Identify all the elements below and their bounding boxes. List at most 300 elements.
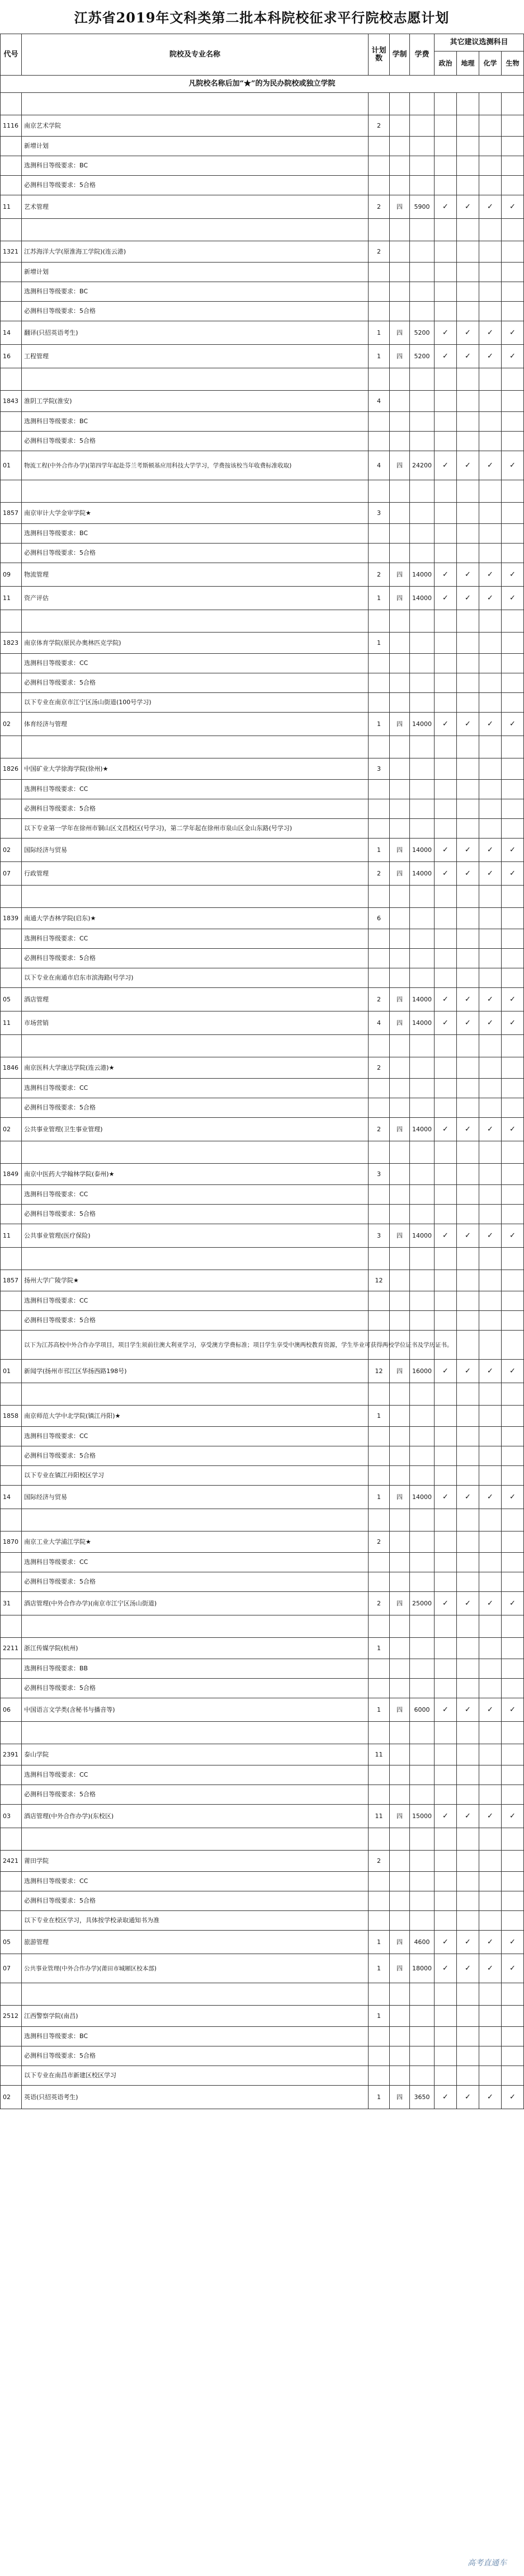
empty-cell [435,693,457,713]
empty-cell [435,2006,457,2027]
empty-cell [502,1098,524,1118]
info-row [1,1291,524,1311]
check-mark-icon: ✓ [465,1705,471,1714]
empty-cell [390,2027,410,2046]
empty-cell [435,1891,457,1911]
major-row [1,1011,524,1035]
info-text: 以下专业在南通市启东市滨海路(号学习) [22,968,369,988]
major-name: 国际经济与贸易 [22,1486,369,1509]
empty-cell [502,780,524,799]
institution-plan: 1 [369,2006,390,2027]
empty-cell [457,503,479,524]
empty-cell [502,241,524,263]
empty-cell [435,544,457,563]
major-plan: 11 [369,1805,390,1828]
empty-cell [369,1911,390,1931]
empty-cell [479,1911,502,1931]
empty-cell [435,2046,457,2066]
institution-name: 南京工业大学浦江学院★ [22,1531,369,1553]
empty-cell [390,1141,410,1164]
major-name: 新闻学(扬州市邗江区华扬西路198号) [22,1360,369,1383]
empty-cell [410,1446,435,1466]
empty-cell [410,1079,435,1098]
check-mark-icon: ✓ [442,2092,449,2101]
empty-cell [479,1785,502,1805]
major-fee: 14000 [410,563,435,587]
check-geography-cell [457,1954,479,1983]
empty-cell [410,819,435,839]
spacer-row [1,1035,524,1057]
empty-cell [479,1248,502,1270]
empty-cell [435,1744,457,1765]
empty-cell [390,1722,410,1744]
info-text: 选测科目等级要求：BC [22,412,369,432]
major-fee: 14000 [410,1224,435,1248]
info-row [1,137,524,156]
empty-cell [390,1983,410,2006]
empty-cell [435,391,457,412]
empty-cell [435,1383,457,1406]
empty-cell [369,137,390,156]
empty-cell [410,799,435,819]
check-mark-icon: ✓ [509,1231,516,1240]
major-fee: 14000 [410,839,435,862]
spacer-row [1,93,524,115]
major-plan: 1 [369,1931,390,1954]
empty-cell [502,633,524,654]
empty-cell [369,1079,390,1098]
empty-cell [410,968,435,988]
empty-cell [457,93,479,115]
empty-cell [410,156,435,176]
empty-cell [390,1509,410,1531]
empty-cell [410,1427,435,1446]
empty-cell [479,115,502,137]
empty-cell [479,1291,502,1311]
empty-cell [502,1311,524,1331]
empty-cell [390,1205,410,1224]
empty-cell [369,1872,390,1891]
header-plan: 计划数 [369,34,390,76]
check-mark-icon: ✓ [442,461,449,470]
check-chemistry-cell [479,1592,502,1615]
empty-cell [410,1828,435,1851]
check-geography-cell [457,1931,479,1954]
empty-cell [435,1638,457,1659]
empty-cell [479,1983,502,2006]
check-mark-icon: ✓ [509,461,516,470]
major-fee: 14000 [410,1118,435,1141]
empty-cell [410,2006,435,2027]
check-geography-cell [457,1118,479,1141]
info-text: 必测科目等级要求：5合格 [22,1785,369,1805]
major-name: 翻译(只招英语考生) [22,321,369,345]
empty-cell [435,908,457,929]
empty-cell [369,412,390,432]
empty-cell [1,480,22,503]
empty-cell [502,693,524,713]
empty-cell [1,412,22,432]
check-mark-icon: ✓ [442,1492,449,1501]
empty-cell [479,1098,502,1118]
empty-cell [457,1446,479,1466]
empty-cell [479,219,502,241]
check-geography-cell [457,1592,479,1615]
check-mark-icon: ✓ [509,1599,516,1608]
empty-cell [479,1744,502,1765]
check-geography-cell [457,988,479,1011]
check-geography-cell [457,195,479,219]
empty-cell [502,1185,524,1205]
empty-cell [369,1141,390,1164]
empty-cell [369,2027,390,2046]
major-years: 四 [390,988,410,1011]
institution-plan: 2 [369,1057,390,1079]
empty-cell [435,263,457,282]
empty-cell [390,1785,410,1805]
institution-row [1,908,524,929]
check-chemistry-cell [479,451,502,480]
institution-row [1,2006,524,2027]
empty-cell [390,524,410,544]
major-plan: 1 [369,587,390,610]
empty-cell [1,1427,22,1446]
empty-cell [457,2046,479,2066]
check-mark-icon: ✓ [509,2092,516,2101]
check-mark-icon: ✓ [509,719,516,728]
check-mark-icon: ✓ [487,1018,493,1027]
empty-cell [22,610,369,633]
info-text: 选测科目等级要求：CC [22,780,369,799]
empty-cell [435,1983,457,2006]
empty-cell [369,156,390,176]
empty-cell [410,1164,435,1185]
major-code: 01 [1,1360,22,1383]
empty-cell [457,391,479,412]
empty-cell [435,1141,457,1164]
major-row [1,2086,524,2109]
empty-cell [502,1572,524,1592]
empty-cell [502,654,524,673]
empty-cell [390,93,410,115]
check-mark-icon: ✓ [465,845,471,854]
empty-cell [390,886,410,908]
empty-cell [1,1722,22,1744]
empty-cell [369,1205,390,1224]
empty-cell [502,673,524,693]
empty-cell [1,1248,22,1270]
institution-name: 扬州大学广陵学院★ [22,1270,369,1291]
major-years: 四 [390,839,410,862]
institution-code: 1858 [1,1406,22,1427]
empty-cell [479,1509,502,1531]
empty-cell [410,432,435,451]
major-plan: 2 [369,1118,390,1141]
empty-cell [502,1638,524,1659]
empty-cell [479,758,502,780]
info-text: 必测科目等级要求：5合格 [22,1572,369,1592]
check-mark-icon: ✓ [487,869,493,878]
institution-plan: 2 [369,1851,390,1872]
institution-row [1,241,524,263]
empty-cell [457,2027,479,2046]
empty-cell [479,1406,502,1427]
empty-cell [390,1872,410,1891]
empty-cell [457,1248,479,1270]
check-chemistry-cell [479,1954,502,1983]
major-plan: 1 [369,1954,390,1983]
empty-cell [457,654,479,673]
empty-cell [502,391,524,412]
empty-cell [390,1270,410,1291]
empty-cell [410,544,435,563]
empty-cell [410,1509,435,1531]
empty-cell [435,1270,457,1291]
empty-cell [410,1270,435,1291]
major-plan: 2 [369,195,390,219]
empty-cell [410,241,435,263]
empty-cell [1,1828,22,1851]
info-text: 必测科目等级要求：5合格 [22,799,369,819]
empty-cell [1,1383,22,1406]
major-fee: 14000 [410,988,435,1011]
empty-cell [435,1406,457,1427]
empty-cell [479,1141,502,1164]
empty-cell [479,1164,502,1185]
empty-cell [457,368,479,391]
empty-cell [502,1509,524,1531]
empty-cell [1,929,22,949]
empty-cell [410,412,435,432]
empty-cell [410,1891,435,1911]
check-mark-icon: ✓ [465,1599,471,1608]
empty-cell [502,1828,524,1851]
info-text: 选测科目等级要求：CC [22,1079,369,1098]
major-plan: 12 [369,1360,390,1383]
major-years: 四 [390,1931,410,1954]
institution-code: 1826 [1,758,22,780]
empty-cell [410,673,435,693]
spacer-row [1,480,524,503]
empty-cell [390,908,410,929]
empty-cell [479,544,502,563]
check-chemistry-cell [479,1805,502,1828]
empty-cell [479,2027,502,2046]
check-mark-icon: ✓ [487,1231,493,1240]
major-years: 四 [390,587,410,610]
major-plan: 1 [369,2086,390,2109]
check-mark-icon: ✓ [442,1964,449,1973]
empty-cell [502,2006,524,2027]
empty-cell [457,908,479,929]
empty-cell [22,1141,369,1164]
empty-cell [479,799,502,819]
info-row [1,780,524,799]
empty-cell [369,1383,390,1406]
empty-cell [457,1828,479,1851]
empty-cell [479,1311,502,1331]
empty-cell [479,1851,502,1872]
info-row [1,1911,524,1931]
major-years: 四 [390,1698,410,1722]
empty-cell [479,929,502,949]
major-row [1,1360,524,1383]
check-mark-icon: ✓ [465,869,471,878]
check-biology-cell [502,1360,524,1383]
empty-cell [390,1446,410,1466]
empty-cell [22,1509,369,1531]
empty-cell [435,1466,457,1486]
check-mark-icon: ✓ [509,1018,516,1027]
empty-cell [410,2046,435,2066]
major-fee: 6000 [410,1698,435,1722]
empty-cell [390,633,410,654]
major-name: 公共事业管理(医疗保险) [22,1224,369,1248]
info-text: 选测科目等级要求：BC [22,524,369,544]
empty-cell [479,633,502,654]
empty-cell [1,1098,22,1118]
major-fee: 5200 [410,321,435,345]
check-mark-icon: ✓ [509,1964,516,1973]
empty-cell [479,693,502,713]
empty-cell [1,302,22,321]
info-text: 必测科目等级要求：5合格 [22,949,369,968]
check-mark-icon: ✓ [509,328,516,337]
empty-cell [390,736,410,758]
empty-cell [390,176,410,195]
empty-cell [369,1427,390,1446]
empty-cell [479,819,502,839]
info-text: 选测科目等级要求：CC [22,654,369,673]
empty-cell [369,2046,390,2066]
empty-cell [390,1553,410,1572]
check-politics-cell [435,839,457,862]
empty-cell [1,282,22,302]
major-years: 四 [390,563,410,587]
empty-cell [479,1270,502,1291]
major-row [1,1805,524,1828]
empty-cell [479,968,502,988]
empty-cell [502,799,524,819]
empty-cell [390,1828,410,1851]
empty-cell [435,2027,457,2046]
empty-cell [479,1872,502,1891]
empty-cell [390,654,410,673]
header-subject-politics: 政治 [435,51,457,76]
info-text: 必测科目等级要求：5合格 [22,432,369,451]
check-politics-cell [435,713,457,736]
empty-cell [410,1531,435,1553]
empty-cell [479,263,502,282]
major-years: 四 [390,1486,410,1509]
institution-plan: 2 [369,115,390,137]
institution-row [1,115,524,137]
check-biology-cell [502,1954,524,1983]
empty-cell [502,1872,524,1891]
institution-plan: 3 [369,1164,390,1185]
empty-cell [1,263,22,282]
empty-cell [457,219,479,241]
empty-cell [479,886,502,908]
major-code: 11 [1,1011,22,1035]
empty-cell [410,1911,435,1931]
check-chemistry-cell [479,587,502,610]
empty-cell [390,1891,410,1911]
empty-cell [457,1291,479,1311]
check-geography-cell [457,1360,479,1383]
empty-cell [369,1572,390,1592]
empty-cell [22,1035,369,1057]
empty-cell [390,432,410,451]
empty-cell [479,1331,502,1360]
empty-cell [479,1722,502,1744]
empty-cell [369,1891,390,1911]
major-code: 14 [1,1486,22,1509]
major-code: 07 [1,1954,22,1983]
empty-cell [502,219,524,241]
spacer-row [1,736,524,758]
info-row [1,1185,524,1205]
empty-cell [410,1553,435,1572]
check-biology-cell [502,839,524,862]
empty-cell [502,1057,524,1079]
empty-cell [390,391,410,412]
empty-cell [457,1638,479,1659]
empty-cell [390,368,410,391]
empty-cell [479,610,502,633]
info-row [1,1785,524,1805]
empty-cell [457,263,479,282]
info-row [1,1079,524,1098]
empty-cell [435,1615,457,1638]
institution-row [1,1164,524,1185]
check-mark-icon: ✓ [509,1366,516,1375]
empty-cell [1,968,22,988]
info-row [1,929,524,949]
institution-code: 2421 [1,1851,22,1872]
empty-cell [390,693,410,713]
check-politics-cell [435,563,457,587]
empty-cell [390,1911,410,1931]
check-geography-cell [457,2086,479,2109]
empty-cell [457,1164,479,1185]
empty-cell [435,1079,457,1098]
institution-plan: 6 [369,908,390,929]
empty-cell [457,302,479,321]
major-code: 11 [1,195,22,219]
info-row [1,544,524,563]
major-name: 中国语言文学类(含秘书与播音等) [22,1698,369,1722]
institution-name: 南京中医药大学翰林学院(泰州)★ [22,1164,369,1185]
empty-cell [390,1427,410,1446]
empty-cell [435,1446,457,1466]
empty-cell [479,1679,502,1698]
empty-cell [410,1785,435,1805]
major-plan: 2 [369,563,390,587]
empty-cell [369,1248,390,1270]
empty-cell [1,1615,22,1638]
institution-plan: 12 [369,1270,390,1291]
major-code: 05 [1,1931,22,1954]
info-row [1,819,524,839]
empty-cell [369,2066,390,2086]
check-mark-icon: ✓ [465,1231,471,1240]
empty-cell [457,1531,479,1553]
empty-cell [410,2027,435,2046]
major-row [1,1486,524,1509]
empty-cell [410,1572,435,1592]
empty-cell [410,1615,435,1638]
